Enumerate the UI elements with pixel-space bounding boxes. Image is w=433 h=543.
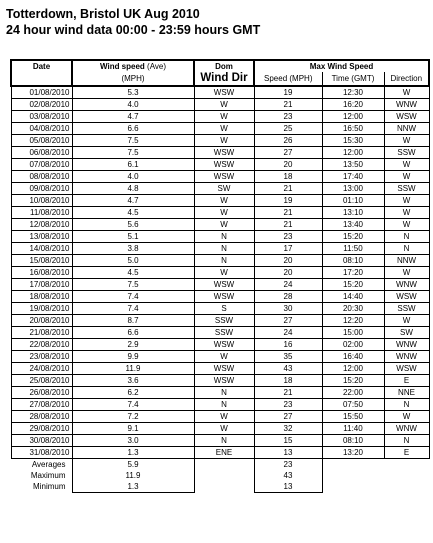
- table-row: [11, 123, 429, 135]
- cell-date: 06/08/2010: [11, 147, 72, 159]
- cell-avg-speed: 6.6: [72, 327, 194, 339]
- cell-date: 08/08/2010: [11, 171, 72, 183]
- table-row: [11, 435, 429, 447]
- cell-max-speed: 15: [254, 435, 322, 447]
- cell-avg-speed: 9.9: [72, 351, 194, 363]
- cell-date: 21/08/2010: [11, 327, 72, 339]
- cell-max-direction: N: [384, 231, 429, 243]
- cell-max-direction: W: [384, 207, 429, 219]
- summary-minimum-blank-2: [322, 481, 384, 493]
- cell-max-time: 16:20: [322, 99, 384, 111]
- cell-max-time: 11:50: [322, 243, 384, 255]
- cell-date: 09/08/2010: [11, 183, 72, 195]
- cell-dom-dir: W: [194, 99, 254, 111]
- cell-max-time: 15:20: [322, 375, 384, 387]
- cell-dom-dir: WSW: [194, 171, 254, 183]
- cell-max-speed: 25: [254, 123, 322, 135]
- cell-max-direction: SSW: [384, 147, 429, 159]
- cell-dom-dir: N: [194, 387, 254, 399]
- header-date: Date: [11, 60, 72, 72]
- cell-dom-dir: S: [194, 303, 254, 315]
- cell-avg-speed: 5.0: [72, 255, 194, 267]
- cell-max-direction: NNW: [384, 123, 429, 135]
- summary-minimum-label: Minimum: [33, 481, 66, 491]
- cell-max-speed: 24: [254, 279, 322, 291]
- summary-maximum-blank: [194, 470, 254, 481]
- cell-dom-dir: WSW: [194, 86, 254, 99]
- cell-max-speed: 20: [254, 255, 322, 267]
- cell-max-time: 15:50: [322, 411, 384, 423]
- summary-maximum-row: [11, 470, 429, 481]
- table-row: [11, 86, 429, 99]
- cell-dom-dir: N: [194, 399, 254, 411]
- cell-max-speed: 27: [254, 315, 322, 327]
- table-row: [11, 339, 429, 351]
- cell-dom-dir: WSW: [194, 159, 254, 171]
- cell-max-direction: W: [384, 219, 429, 231]
- header-time-gmt: Time (GMT): [322, 72, 384, 86]
- cell-dom-dir: W: [194, 111, 254, 123]
- cell-date: 23/08/2010: [11, 351, 72, 363]
- cell-dom-dir: W: [194, 207, 254, 219]
- cell-max-speed: 21: [254, 183, 322, 195]
- table-row: [11, 231, 429, 243]
- cell-dom-dir: N: [194, 231, 254, 243]
- table-row: [11, 303, 429, 315]
- table-row: [11, 255, 429, 267]
- cell-avg-speed: 4.7: [72, 195, 194, 207]
- cell-dom-dir: W: [194, 219, 254, 231]
- table-row: [11, 135, 429, 147]
- table-row: [11, 375, 429, 387]
- summary-averages-blank: [194, 459, 254, 471]
- cell-dom-dir: W: [194, 411, 254, 423]
- cell-max-time: 20:30: [322, 303, 384, 315]
- cell-date: 02/08/2010: [11, 99, 72, 111]
- cell-avg-speed: 3.8: [72, 243, 194, 255]
- cell-avg-speed: 5.3: [72, 86, 194, 99]
- cell-date: 27/08/2010: [11, 399, 72, 411]
- cell-date: 26/08/2010: [11, 387, 72, 399]
- table-row: [11, 243, 429, 255]
- cell-max-speed: 21: [254, 387, 322, 399]
- cell-max-direction: NNW: [384, 255, 429, 267]
- cell-avg-speed: 1.3: [72, 447, 194, 459]
- cell-max-speed: 13: [254, 447, 322, 459]
- cell-max-direction: W: [384, 171, 429, 183]
- cell-avg-speed: 7.5: [72, 279, 194, 291]
- cell-avg-speed: 7.2: [72, 411, 194, 423]
- table-row: [11, 207, 429, 219]
- cell-avg-speed: 6.1: [72, 159, 194, 171]
- cell-dom-dir: W: [194, 123, 254, 135]
- header-wind-speed-label: Wind speed: [99, 61, 145, 71]
- cell-date: 14/08/2010: [11, 243, 72, 255]
- summary-minimum-blank-3: [384, 481, 429, 493]
- cell-max-speed: 19: [254, 195, 322, 207]
- cell-avg-speed: 6.2: [72, 387, 194, 399]
- cell-date: 07/08/2010: [11, 159, 72, 171]
- cell-date: 11/08/2010: [11, 207, 72, 219]
- cell-max-speed: 30: [254, 303, 322, 315]
- cell-max-direction: W: [384, 135, 429, 147]
- cell-max-time: 02:00: [322, 339, 384, 351]
- cell-max-time: 12:00: [322, 363, 384, 375]
- table-row: [11, 183, 429, 195]
- cell-date: 31/08/2010: [11, 447, 72, 459]
- cell-avg-speed: 6.6: [72, 123, 194, 135]
- cell-date: 15/08/2010: [11, 255, 72, 267]
- cell-max-time: 15:20: [322, 231, 384, 243]
- cell-max-direction: W: [384, 411, 429, 423]
- header-date-blank: [11, 72, 72, 86]
- cell-max-direction: WNW: [384, 423, 429, 435]
- summary-averages-row: [11, 459, 429, 471]
- cell-max-time: 14:40: [322, 291, 384, 303]
- cell-dom-dir: ENE: [194, 447, 254, 459]
- cell-max-speed: 23: [254, 399, 322, 411]
- cell-max-direction: SW: [384, 327, 429, 339]
- cell-max-time: 17:20: [322, 267, 384, 279]
- table-row: [11, 315, 429, 327]
- cell-dom-dir: N: [194, 255, 254, 267]
- header-dom: Dom: [194, 60, 254, 72]
- cell-max-time: 08:10: [322, 435, 384, 447]
- cell-max-speed: 18: [254, 375, 322, 387]
- cell-max-time: 17:40: [322, 171, 384, 183]
- cell-max-time: 15:20: [322, 279, 384, 291]
- cell-max-direction: NNE: [384, 387, 429, 399]
- cell-avg-speed: 2.9: [72, 339, 194, 351]
- cell-max-time: 15:00: [322, 327, 384, 339]
- header-speed-mph: Speed (MPH): [254, 72, 322, 86]
- cell-dom-dir: SSW: [194, 315, 254, 327]
- cell-max-direction: N: [384, 243, 429, 255]
- cell-max-speed: 43: [254, 363, 322, 375]
- table-row: [11, 351, 429, 363]
- cell-date: 05/08/2010: [11, 135, 72, 147]
- cell-avg-speed: 7.4: [72, 399, 194, 411]
- cell-avg-speed: 7.5: [72, 135, 194, 147]
- table-row: [11, 447, 429, 459]
- cell-date: 16/08/2010: [11, 267, 72, 279]
- cell-dom-dir: W: [194, 351, 254, 363]
- table-row: [11, 279, 429, 291]
- summary-minimum-row: [11, 481, 429, 493]
- cell-max-direction: WNW: [384, 99, 429, 111]
- cell-dom-dir: WSW: [194, 279, 254, 291]
- cell-dom-dir: W: [194, 135, 254, 147]
- cell-max-time: 16:50: [322, 123, 384, 135]
- summary-minimum-max-speed: 13: [254, 481, 322, 493]
- cell-max-time: 11:40: [322, 423, 384, 435]
- cell-date: 28/08/2010: [11, 411, 72, 423]
- cell-max-time: 13:00: [322, 183, 384, 195]
- cell-date: 30/08/2010: [11, 435, 72, 447]
- cell-avg-speed: 4.5: [72, 267, 194, 279]
- cell-max-speed: 27: [254, 147, 322, 159]
- cell-max-speed: 20: [254, 267, 322, 279]
- cell-dom-dir: WSW: [194, 339, 254, 351]
- page-subtitle: 24 hour wind data 00:00 - 23:59 hours GMT: [6, 23, 261, 37]
- cell-max-speed: 26: [254, 135, 322, 147]
- cell-max-speed: 16: [254, 339, 322, 351]
- cell-max-direction: E: [384, 375, 429, 387]
- page-title: Totterdown, Bristol UK Aug 2010: [6, 7, 200, 21]
- cell-max-time: 16:40: [322, 351, 384, 363]
- cell-date: 03/08/2010: [11, 111, 72, 123]
- cell-avg-speed: 3.6: [72, 375, 194, 387]
- summary-averages-wind-speed: 5.9: [72, 459, 194, 471]
- cell-max-speed: 23: [254, 111, 322, 123]
- table-row: [11, 399, 429, 411]
- cell-max-direction: SSW: [384, 303, 429, 315]
- cell-dom-dir: WSW: [194, 363, 254, 375]
- table-row: [11, 387, 429, 399]
- cell-max-speed: 24: [254, 327, 322, 339]
- cell-date: 13/08/2010: [11, 231, 72, 243]
- cell-date: 04/08/2010: [11, 123, 72, 135]
- summary-maximum-max-speed: 43: [254, 470, 322, 481]
- cell-max-speed: 35: [254, 351, 322, 363]
- cell-max-speed: 18: [254, 171, 322, 183]
- cell-dom-dir: WSW: [194, 291, 254, 303]
- cell-max-direction: WNW: [384, 279, 429, 291]
- summary-maximum-label: Maximum: [30, 470, 66, 480]
- cell-avg-speed: 11.9: [72, 363, 194, 375]
- summary-averages-max-speed: 23: [254, 459, 322, 471]
- cell-avg-speed: 4.0: [72, 99, 194, 111]
- summary-averages-blank-3: [384, 459, 429, 471]
- table-row: [11, 411, 429, 423]
- summary-averages-label: Averages: [31, 459, 66, 469]
- table-row: [11, 219, 429, 231]
- cell-max-direction: WNW: [384, 351, 429, 363]
- cell-dom-dir: SW: [194, 183, 254, 195]
- cell-dom-dir: SSW: [194, 327, 254, 339]
- table-row: [11, 171, 429, 183]
- cell-max-speed: 27: [254, 411, 322, 423]
- cell-avg-speed: 5.1: [72, 231, 194, 243]
- cell-dom-dir: W: [194, 267, 254, 279]
- cell-max-direction: N: [384, 399, 429, 411]
- table-row: [11, 291, 429, 303]
- cell-max-speed: 28: [254, 291, 322, 303]
- cell-dom-dir: N: [194, 243, 254, 255]
- table-row: [11, 147, 429, 159]
- cell-date: 20/08/2010: [11, 315, 72, 327]
- wind-data-table: [10, 59, 430, 493]
- cell-max-direction: SSW: [384, 183, 429, 195]
- cell-max-time: 13:40: [322, 219, 384, 231]
- cell-dom-dir: N: [194, 435, 254, 447]
- table-row: [11, 99, 429, 111]
- cell-max-time: 07:50: [322, 399, 384, 411]
- cell-avg-speed: 8.7: [72, 315, 194, 327]
- cell-date: 24/08/2010: [11, 363, 72, 375]
- cell-max-time: 13:50: [322, 159, 384, 171]
- cell-date: 22/08/2010: [11, 339, 72, 351]
- table-row: [11, 423, 429, 435]
- cell-dom-dir: WSW: [194, 147, 254, 159]
- cell-max-time: 13:10: [322, 207, 384, 219]
- cell-max-time: 12:00: [322, 147, 384, 159]
- cell-max-direction: WSW: [384, 291, 429, 303]
- table-row: [11, 195, 429, 207]
- cell-max-direction: N: [384, 435, 429, 447]
- cell-avg-speed: 7.5: [72, 147, 194, 159]
- cell-max-speed: 21: [254, 207, 322, 219]
- cell-max-direction: W: [384, 86, 429, 99]
- summary-minimum-wind-speed: 1.3: [72, 481, 194, 493]
- cell-avg-speed: 9.1: [72, 423, 194, 435]
- header-wind-speed-suffix: (Ave): [144, 61, 167, 71]
- cell-dom-dir: W: [194, 423, 254, 435]
- cell-avg-speed: 4.5: [72, 207, 194, 219]
- cell-dom-dir: WSW: [194, 375, 254, 387]
- summary-maximum-blank-2: [322, 470, 384, 481]
- cell-date: 01/08/2010: [11, 86, 72, 99]
- cell-max-direction: W: [384, 267, 429, 279]
- summary-maximum-blank-3: [384, 470, 429, 481]
- cell-max-direction: W: [384, 195, 429, 207]
- cell-avg-speed: 3.0: [72, 435, 194, 447]
- header-wind-speed: [72, 60, 194, 72]
- cell-max-speed: 32: [254, 423, 322, 435]
- cell-max-time: 13:20: [322, 447, 384, 459]
- table-row: [11, 363, 429, 375]
- table-row: [11, 327, 429, 339]
- table-row: [11, 111, 429, 123]
- header-row-1: [11, 60, 429, 72]
- cell-max-direction: E: [384, 447, 429, 459]
- cell-max-speed: 21: [254, 99, 322, 111]
- cell-date: 12/08/2010: [11, 219, 72, 231]
- cell-max-direction: WSW: [384, 363, 429, 375]
- cell-avg-speed: 7.4: [72, 291, 194, 303]
- cell-date: 18/08/2010: [11, 291, 72, 303]
- cell-max-time: 12:30: [322, 86, 384, 99]
- cell-max-speed: 21: [254, 219, 322, 231]
- header-direction: Direction: [384, 72, 429, 86]
- cell-avg-speed: 4.0: [72, 171, 194, 183]
- cell-max-speed: 20: [254, 159, 322, 171]
- cell-max-direction: WNW: [384, 339, 429, 351]
- header-wind-speed-unit: (MPH): [72, 72, 194, 86]
- cell-max-speed: 19: [254, 86, 322, 99]
- cell-date: 25/08/2010: [11, 375, 72, 387]
- cell-max-time: 12:20: [322, 315, 384, 327]
- summary-maximum-wind-speed: 11.9: [72, 470, 194, 481]
- cell-max-time: 01:10: [322, 195, 384, 207]
- cell-date: 10/08/2010: [11, 195, 72, 207]
- summary-minimum-blank: [194, 481, 254, 493]
- cell-date: 17/08/2010: [11, 279, 72, 291]
- cell-max-speed: 17: [254, 243, 322, 255]
- cell-avg-speed: 4.7: [72, 111, 194, 123]
- cell-max-time: 22:00: [322, 387, 384, 399]
- table-row: [11, 267, 429, 279]
- table-row: [11, 159, 429, 171]
- cell-date: 29/08/2010: [11, 423, 72, 435]
- cell-avg-speed: 4.8: [72, 183, 194, 195]
- cell-max-direction: WSW: [384, 111, 429, 123]
- cell-avg-speed: 7.4: [72, 303, 194, 315]
- cell-date: 19/08/2010: [11, 303, 72, 315]
- cell-dom-dir: W: [194, 195, 254, 207]
- cell-avg-speed: 5.6: [72, 219, 194, 231]
- cell-max-direction: W: [384, 159, 429, 171]
- header-row-2: [11, 72, 429, 86]
- summary-averages-blank-2: [322, 459, 384, 471]
- cell-max-speed: 23: [254, 231, 322, 243]
- cell-max-time: 12:00: [322, 111, 384, 123]
- cell-max-time: 15:30: [322, 135, 384, 147]
- header-max-wind-speed: Max Wind Speed: [254, 60, 429, 72]
- cell-max-direction: W: [384, 315, 429, 327]
- cell-max-time: 08:10: [322, 255, 384, 267]
- header-wind-dir: Wind Dir: [194, 72, 254, 86]
